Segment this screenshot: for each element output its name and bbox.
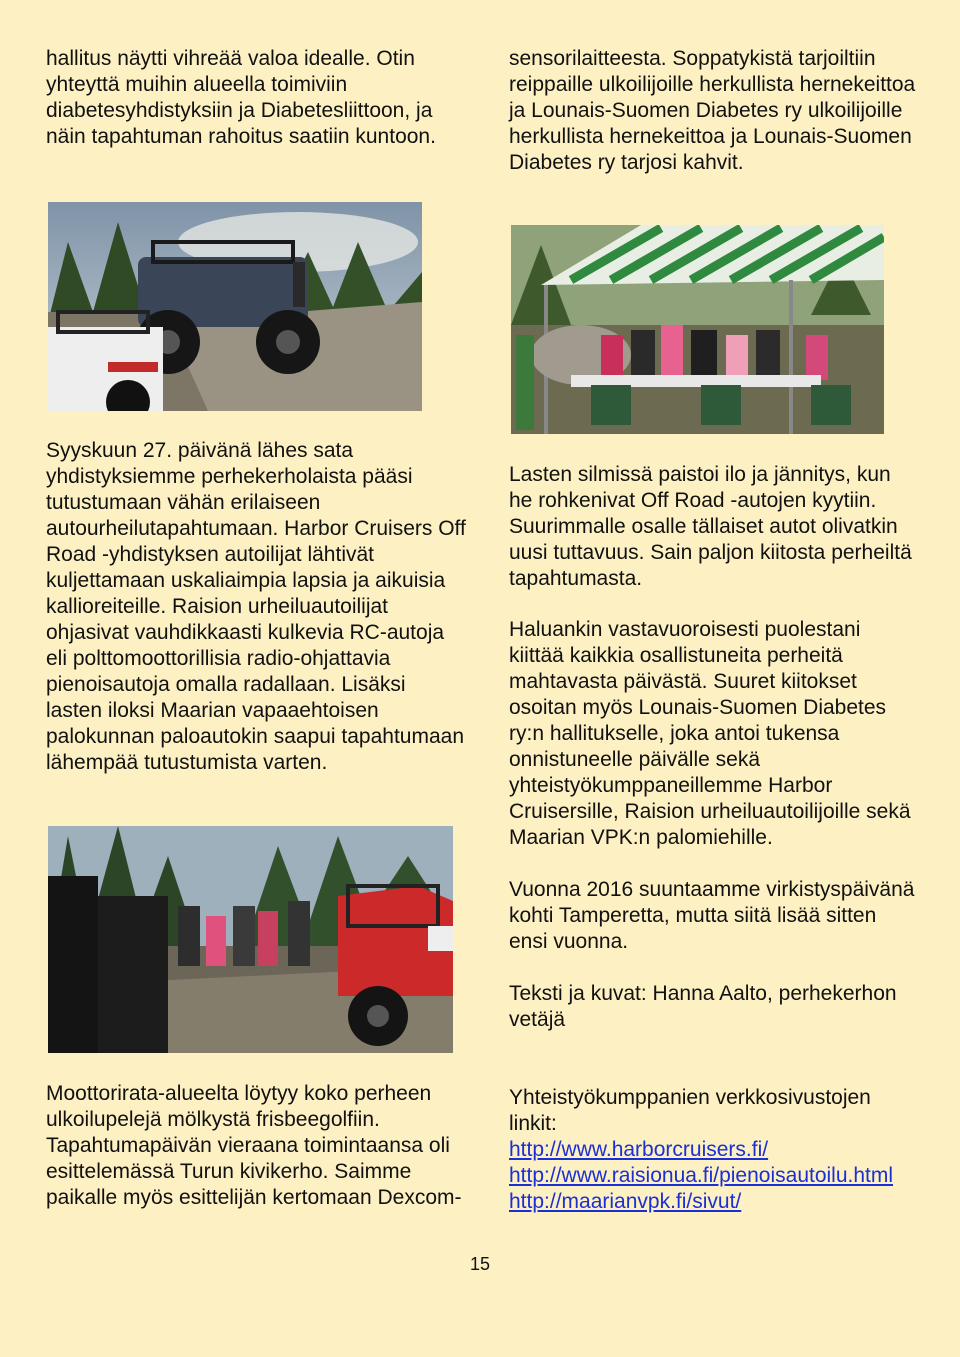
bottom-paragraph: Moottorirata-alueelta löytyy koko perheen ulkoilupelejä mölkystä frisbeegolfiin. Tapahtumapäivän vieraana toimintaansa oli esittelemässä Turun kivikerho. Saimme paikalle myös esittelijän kertomaan Dexcom- xyxy=(46,1082,462,1209)
top-paragraph: sensorilaitteesta. Soppatykistä tarjoiltiin reippaille ulkoilijoille herkullista hernekeittoa ja Lounais-Suomen Diabetes ry ulkoilijoille herkullista hernekeittoa ja Lounais-Suomen Diabetes ry tarjosi kahvit. xyxy=(509,47,916,174)
left-bottom-text xyxy=(46,1081,466,1211)
link-raisionua[interactable]: http://www.raisionua.fi/pienoisautoilu.html xyxy=(509,1164,894,1187)
links-heading: Yhteistyökumppanien verkkosivustojen linkit: xyxy=(509,1086,871,1135)
page-number: 15 xyxy=(469,1254,491,1274)
right-top-text xyxy=(509,46,919,176)
intro-paragraph: hallitus näytti vihreää valoa idealle. Otin yhteyttä muihin alueella toimiviin diabetesyhdistyksiin ja Diabetesliittoon, ja näin tapahtuman rahoitus saatiin kuntoon. xyxy=(46,47,436,148)
paragraph-2: Haluankin vastavuoroisesti puolestani kiittää kaikkia osallistuneita perheitä mahtavasta päivästä. Suuret kiitokset osoitan myös Lounais-Suomen Diabetes ry:n hallitukselle, joka antoi tukensa onnistuneelle päivälle sekä yhteistyökumppaneillemme Harbor Cruisersille, Raision urheiluautoilijoille sekä Maarian VPK:n palomiehille. xyxy=(509,618,911,849)
partner-links-section xyxy=(509,1085,919,1215)
credits-paragraph: Teksti ja kuvat: Hanna Aalto, perhekerhon vetäjä xyxy=(509,982,897,1031)
photo-offroad-jeep xyxy=(48,202,422,411)
main-paragraph: Syyskuun 27. päivänä lähes sata yhdistyksiemme perhekerholaista pääsi tutustumaan vähän erilaiseen autourheilutapahtumaan. Harbor Cruisers Off Road -yhdistyksen autoilijat lähtivät kuljettamaan uskaliaimpia lapsia ja aikuisia kallioreiteille. Raision urheiluautoilijat ohjasivat vauhdikkaasti kulkevia RC-autoja eli polttomoottorillisia radio-ohjattavia pienoisautoja omalla radallaan. Lisäksi lasten iloksi Maarian vapaaehtoisen palokunnan paloautokin saapui tapahtumaan lähempää tutustumista varten. xyxy=(46,439,466,774)
left-main-text xyxy=(46,438,466,776)
photo-red-offroad-car xyxy=(48,826,453,1053)
link-harborcruisers[interactable]: http://www.harborcruisers.fi/ xyxy=(509,1138,769,1161)
link-maarianvpk[interactable]: http://maarianvpk.fi/sivut/ xyxy=(509,1190,742,1213)
right-paragraph-3 xyxy=(509,877,919,955)
photo-tent-gathering xyxy=(511,225,884,434)
right-paragraph-2 xyxy=(509,617,919,851)
paragraph-1: Lasten silmissä paistoi ilo ja jännitys, kun he rohkenivat Off Road -autojen kyytiin. Suurimmalle osalle tällaiset autot olivatkin uusi tuttavuus. Sain paljon kiitosta perheiltä tapahtumasta. xyxy=(509,463,912,590)
paragraph-3: Vuonna 2016 suuntaamme virkistyspäivänä kohti Tamperetta, mutta siitä lisää sitten ensi vuonna. xyxy=(509,878,915,953)
right-credits xyxy=(509,981,919,1033)
right-paragraph-1 xyxy=(509,462,919,592)
left-intro-text xyxy=(46,46,466,150)
